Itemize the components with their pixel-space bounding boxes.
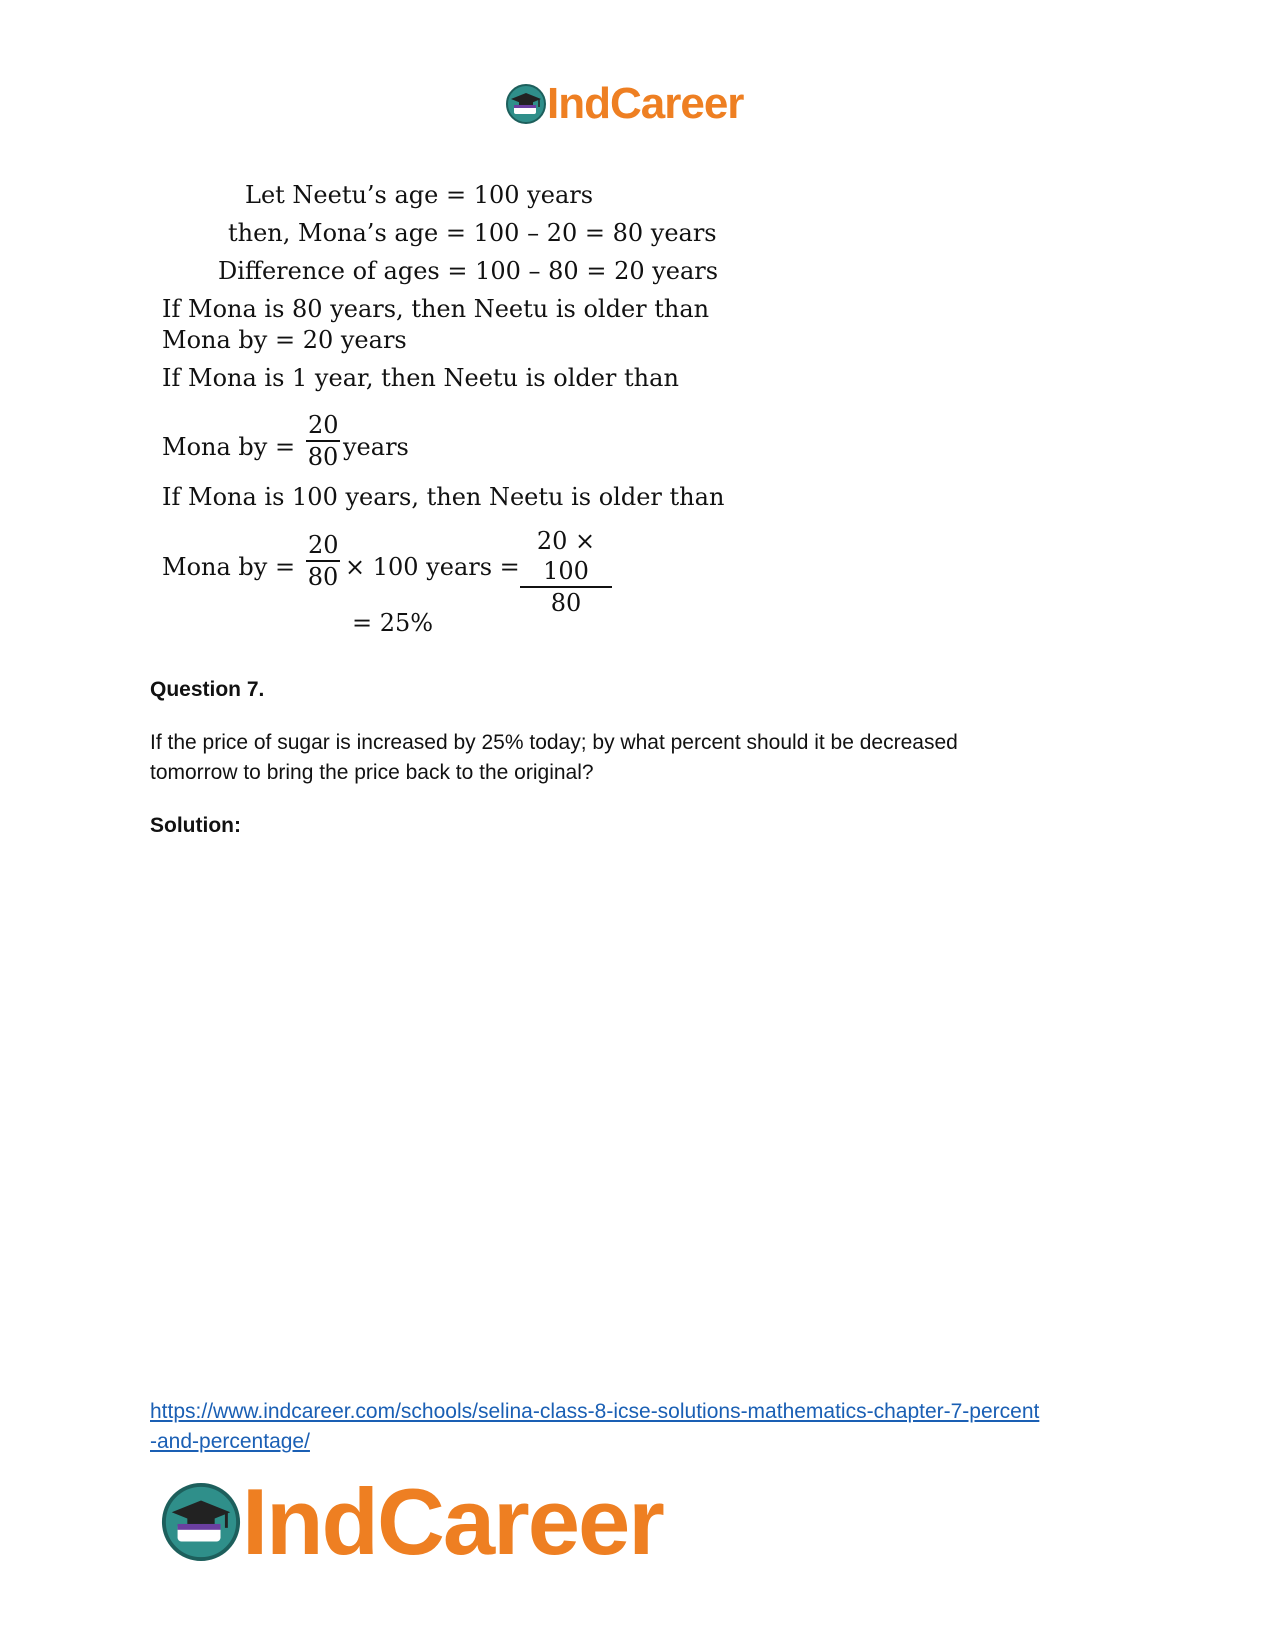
fraction (306, 530, 340, 592)
math-line: Let Neetu’s age = 100 years (245, 181, 594, 209)
math-line: Difference of ages = 100 – 80 = 20 years (218, 257, 719, 285)
fraction (306, 410, 340, 472)
graduation-cap-book-icon (160, 1481, 242, 1563)
fraction-denominator: 80 (307, 563, 339, 591)
source-link[interactable] (150, 1397, 1150, 1457)
fraction-denominator: 80 (307, 443, 339, 471)
fraction-numerator: 20 (306, 530, 340, 562)
fraction (520, 526, 612, 618)
question-text: tomorrow to bring the price back to the original? (150, 761, 594, 784)
fraction-numerator: 20 × 100 (520, 526, 612, 588)
math-line: If Mona is 1 year, then Neetu is older than (162, 364, 679, 392)
math-line: Mona by = 20 years (162, 326, 407, 354)
logo-wordmark: IndCareer (547, 79, 744, 128)
source-link-line: -and-percentage/ (150, 1430, 310, 1453)
source-link-line: https://www.indcareer.com/schools/selina-class-8-icse-solutions-mathematics-chapter-7-percent (150, 1400, 1040, 1423)
math-line: If Mona is 80 years, then Neetu is older than (162, 295, 710, 323)
math-line: Mona by = (162, 433, 296, 461)
math-line: then, Mona’s age = 100 – 20 = 80 years (228, 219, 717, 247)
math-line: If Mona is 100 years, then Neetu is older than (162, 483, 725, 511)
header-logo (505, 79, 744, 128)
math-line: Mona by = (162, 553, 296, 581)
solution-label: Solution: (150, 814, 241, 837)
math-line: = 25% (352, 609, 434, 637)
fraction-numerator: 20 (306, 410, 340, 442)
math-line: × 100 years = (345, 553, 520, 581)
graduation-cap-book-icon (505, 83, 547, 125)
fraction-denominator: 80 (550, 589, 582, 617)
footer-logo (160, 1469, 663, 1574)
logo-wordmark: IndCareer (242, 1469, 663, 1574)
question-heading: Question 7. (150, 678, 265, 701)
math-line: years (343, 433, 409, 461)
question-text: If the price of sugar is increased by 25% today; by what percent should it be decreased (150, 731, 958, 754)
